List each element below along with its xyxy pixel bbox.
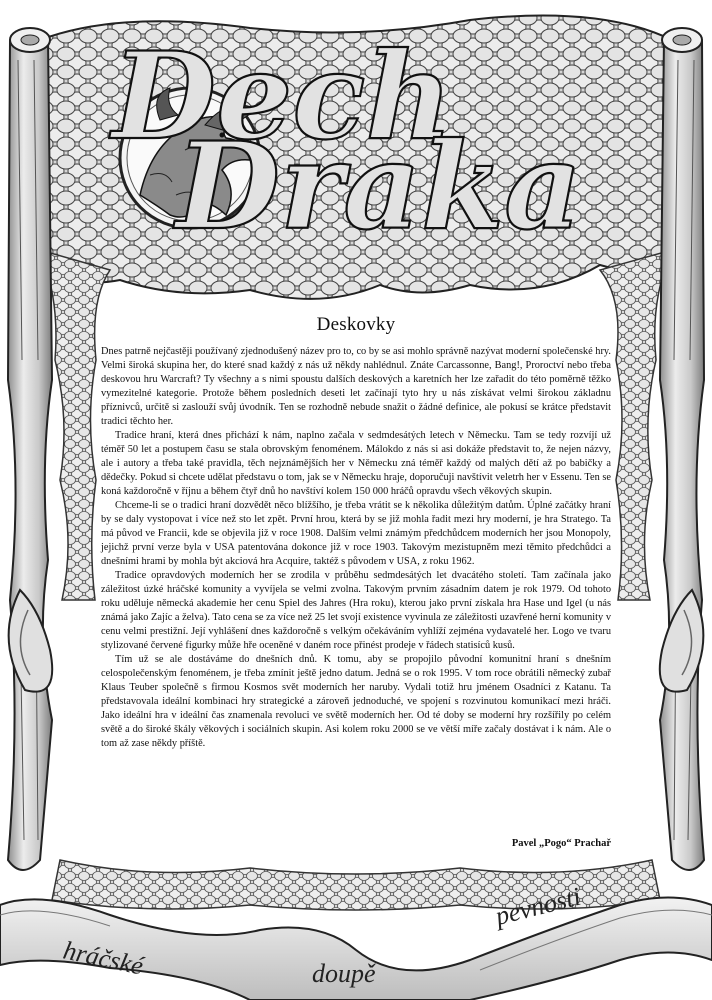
article-body [101, 345, 611, 751]
paragraph: Chceme-li se o tradici hraní dozvědět něco blížšího, je třeba vrátit se k několika důležitým datům. Úplné začátky hraní by se daly vystopovat i více než sto let zpět. První hrou, která by se již mohla řadit mezi hry moderní, je hra Stratego. Ta má původ ve Francii, kde se objevila již v roce 1908. Dalším velmi známým předchůdcem moderních her jsou Monopoly, jejichž první verze byla v USA patentována dokonce již v roce 1903. Takovým mezistupněm mezi těmito předchůdci a dnešními hrami by mohla být akciová hra Acquire, taktéž s původem v USA, z roku 1962. [101, 500, 611, 567]
scroll-right [660, 28, 704, 870]
title-line1: Dech [112, 26, 453, 167]
paragraph: Tradice hraní, která dnes přichází k nám, naplno začala v sedmdesátých letech v Německu. Tam se tedy rozvíjí už téměř 50 let a postupem času se stala obrovským fenoménem. Málokdo z nás si asi dokáže představit to, že nejen názvy, ale i autory a třeba také pravidla, těch nejznámějších her v Německu zná téměř každý od malých dětí až po babičky a dědečky. Pokud si chcete udělat představu o tom, jak se v Německu hraje, doporučuji navštívit veletrh her v Essenu. Ten se koná každoročně v říjnu a během čtyř dnů ho navštíví kolem 150 000 hráčů opravdu všech věkových skupin. [101, 430, 611, 497]
article-author: Pavel „Pogo“ Prachař [511, 838, 611, 849]
paragraph: Dnes patrně nejčastěji používaný zjednodušený název pro to, co by se asi mohlo správně nazývat moderní společenské hry. Velmi široká skupina her, do které snad každý z nás už někdy nahlédnul. Znáte Carcassonne, Bang!, Proroctví nebo třeba deskovou hru Warcraft? Ty všechny a s nimi spoustu dalších deskových a karetních her lze zařadit do této poměrně těžko vymezitelné kategorie. Protože během posledních deseti let začínají tyto hry u nás získávat velmi širokou základnu příznivců, určitě si zaslouží svůj úvodník. Ten se rozhodně nebude snažit o žádné definice, ale pokusí se krátce představit tradici těchto her. [101, 346, 611, 427]
title-line2: Draka [176, 116, 582, 257]
banner-word-1: hráčské [60, 935, 146, 981]
scroll-left [8, 28, 52, 870]
banner-word-2: doupě [312, 959, 376, 988]
paragraph: Tím už se ale dostáváme do dnešních dnů. K tomu, aby se propojilo původní komunitní hraní s dnešním celospolečenským fenoménem, je třeba zmínit ještě jedno datum. Jedná se o rok 1995. V tom roce obrátili německý zubař Klaus Teuber společně s firmou Kosmos svět moderních her naruby. Vydali totiž hru jménem Osadníci z Katanu. Ta představovala ideální kombinaci hry strategické a zároveň jednoduché, ve spojení s rozvinutou komunikací mezi hráči. Jako ideální hra v ideální čas znamenala revoluci ve světě moderních her. Od té doby se moderní hry rozšířily po celém světě a do široké škály věkových i sociálních skupin. Asi kolem roku 2000 se ve větší míře začaly dostávat i k nám. Ale o tom až zase někdy příště. [101, 654, 611, 749]
article-title: Deskovky [316, 314, 396, 335]
banner-word-3: pevnosti [492, 881, 584, 931]
paragraph: Tradice opravdových moderních her se zrodila v průběhu sedmdesátých let dvacátého století. Tam začínala jako záležitost úzké hráčské komunity a vyvíjela se velmi zvolna. Takovým prvním zásadním datem je rok 1979. Od tohoto roku uděluje německá akademie her cenu Spiel des Jahres (Hra roku), kterou jako první získala hra Hase und Igel (u nás známá jako Zajíc a želva). Tato cena se za více než 25 let svojí existence vyvinula ze záležitosti uzavřené herní komunity v cenu velmi prestižní. Její vyhlášení dnes každoročně s velkým očekáváním vyhlíží zejména vydavatelé her. Logo ve tvaru stylizované červené figurky může hře oceněné v daném roce přinést prodeje v řádech statisíců kusů. [101, 570, 611, 651]
